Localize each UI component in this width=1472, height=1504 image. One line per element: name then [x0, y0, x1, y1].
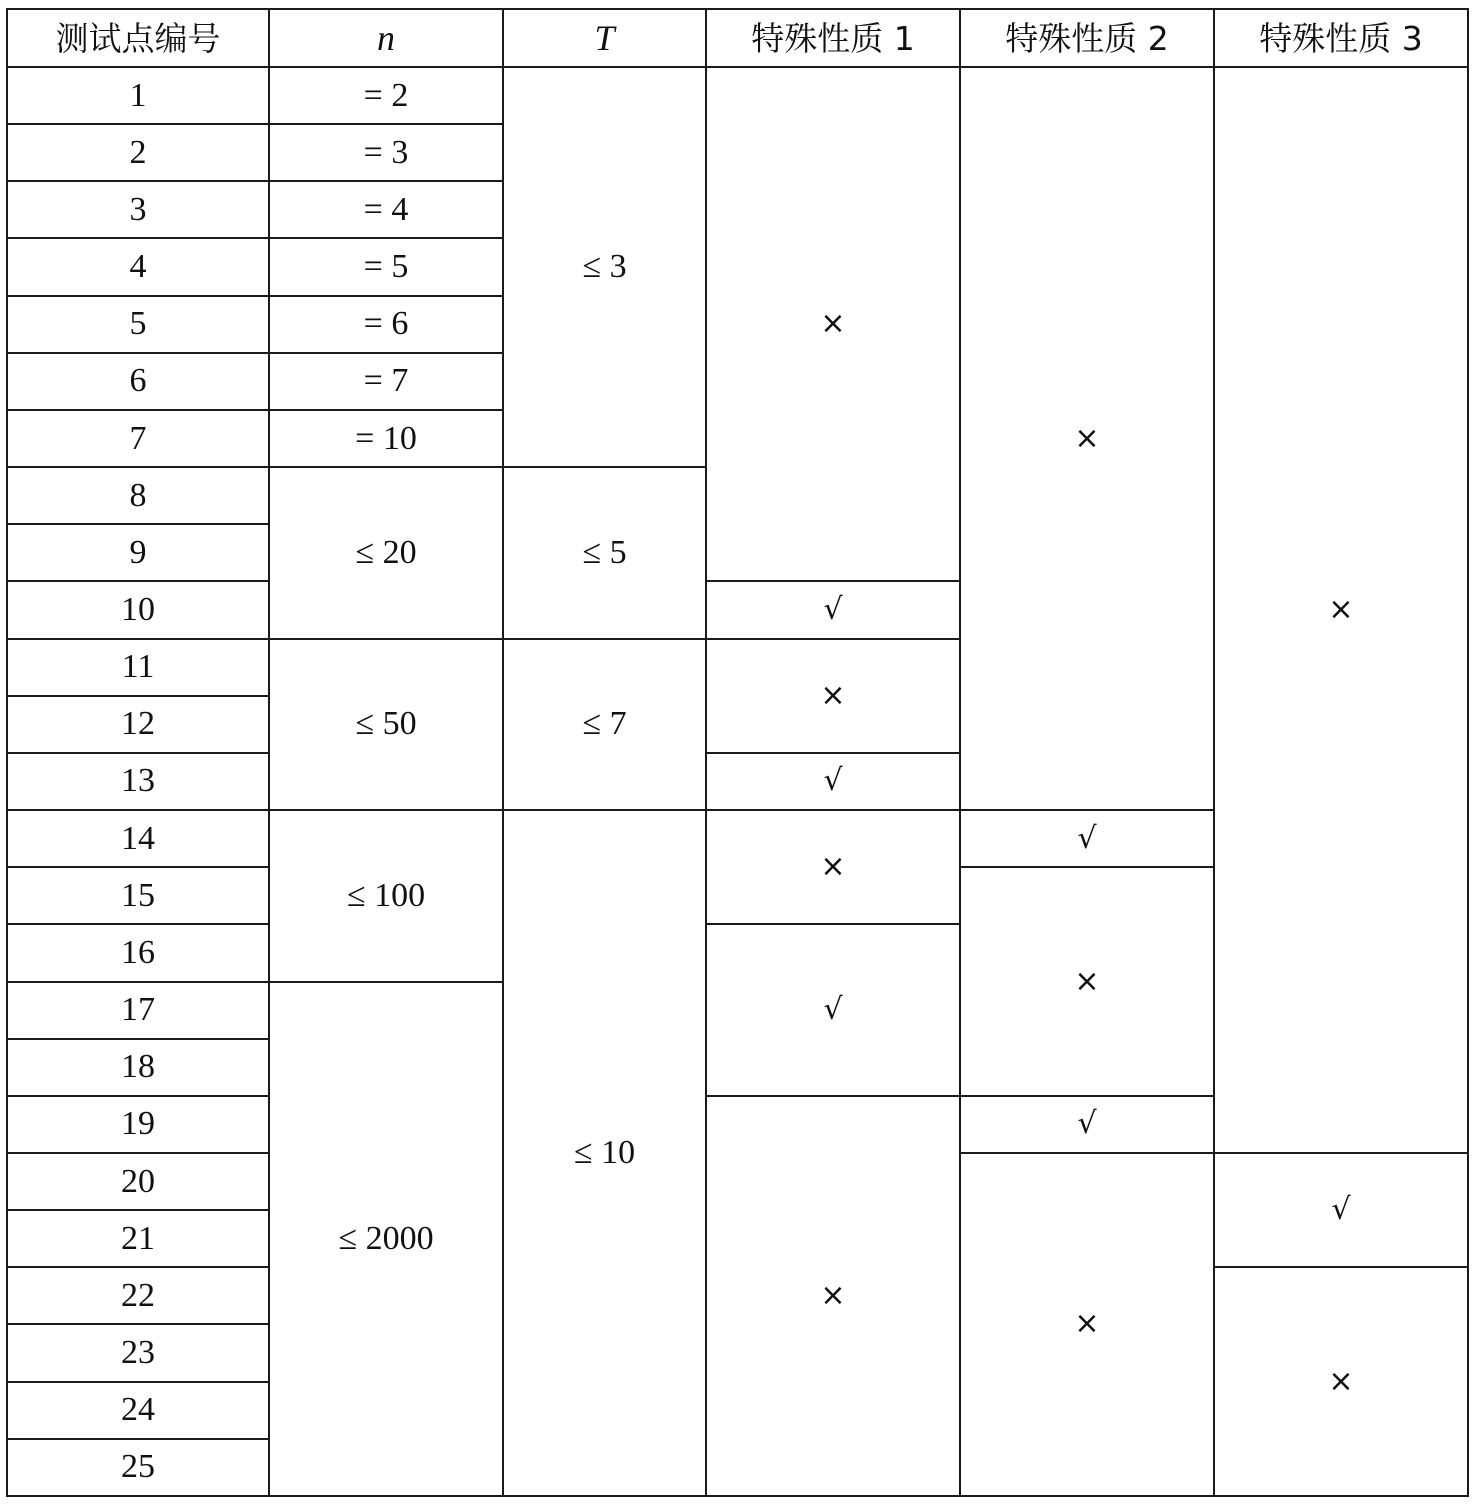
n-cell: ≤ 50 [269, 639, 503, 810]
test-id-cell: 10 [7, 581, 269, 638]
test-id-cell: 2 [7, 124, 269, 181]
property-1-cell: × [706, 810, 960, 924]
table-row [7, 67, 1468, 124]
property-1-cell: × [706, 1096, 960, 1496]
header-row [7, 9, 1468, 67]
test-id-cell: 8 [7, 467, 269, 524]
test-id-cell: 18 [7, 1039, 269, 1096]
header-property-2: 特殊性质 2 [960, 9, 1214, 67]
header-t: T [503, 9, 706, 67]
n-cell: ≤ 20 [269, 467, 503, 638]
header-test-id: 测试点编号 [7, 9, 269, 67]
property-2-cell: × [960, 67, 1214, 810]
test-id-cell: 4 [7, 238, 269, 295]
test-id-cell: 16 [7, 924, 269, 981]
property-3-cell: × [1214, 1267, 1468, 1496]
subtask-table [6, 8, 1469, 1497]
property-1-cell: × [706, 67, 960, 581]
n-cell: = 5 [269, 238, 503, 295]
test-id-cell: 20 [7, 1153, 269, 1210]
n-cell: ≤ 100 [269, 810, 503, 981]
header-n: n [269, 9, 503, 67]
n-cell: = 4 [269, 181, 503, 238]
header-property-1: 特殊性质 1 [706, 9, 960, 67]
test-id-cell: 14 [7, 810, 269, 867]
test-id-cell: 21 [7, 1210, 269, 1267]
property-2-cell: √ [960, 810, 1214, 867]
test-id-cell: 24 [7, 1382, 269, 1439]
test-id-cell: 13 [7, 753, 269, 810]
n-cell: = 7 [269, 353, 503, 410]
property-1-cell: √ [706, 753, 960, 810]
header-property-3: 特殊性质 3 [1214, 9, 1468, 67]
test-id-cell: 17 [7, 982, 269, 1039]
t-cell: ≤ 10 [503, 810, 706, 1496]
test-id-cell: 15 [7, 867, 269, 924]
test-id-cell: 23 [7, 1324, 269, 1381]
test-id-cell: 11 [7, 639, 269, 696]
n-cell: ≤ 2000 [269, 982, 503, 1497]
test-id-cell: 9 [7, 524, 269, 581]
n-cell: = 6 [269, 296, 503, 353]
test-id-cell: 22 [7, 1267, 269, 1324]
test-id-cell: 5 [7, 296, 269, 353]
test-id-cell: 6 [7, 353, 269, 410]
property-1-cell: × [706, 639, 960, 753]
test-id-cell: 3 [7, 181, 269, 238]
t-cell: ≤ 3 [503, 67, 706, 467]
test-id-cell: 25 [7, 1439, 269, 1496]
property-2-cell: × [960, 867, 1214, 1096]
n-cell: = 10 [269, 410, 503, 467]
test-id-cell: 19 [7, 1096, 269, 1153]
property-3-cell: × [1214, 67, 1468, 1153]
test-id-cell: 1 [7, 67, 269, 124]
t-cell: ≤ 7 [503, 639, 706, 810]
property-3-cell: √ [1214, 1153, 1468, 1267]
property-1-cell: √ [706, 924, 960, 1095]
property-2-cell: √ [960, 1096, 1214, 1153]
property-1-cell: √ [706, 581, 960, 638]
t-cell: ≤ 5 [503, 467, 706, 638]
n-cell: = 3 [269, 124, 503, 181]
test-id-cell: 7 [7, 410, 269, 467]
property-2-cell: × [960, 1153, 1214, 1496]
test-id-cell: 12 [7, 696, 269, 753]
n-cell: = 2 [269, 67, 503, 124]
